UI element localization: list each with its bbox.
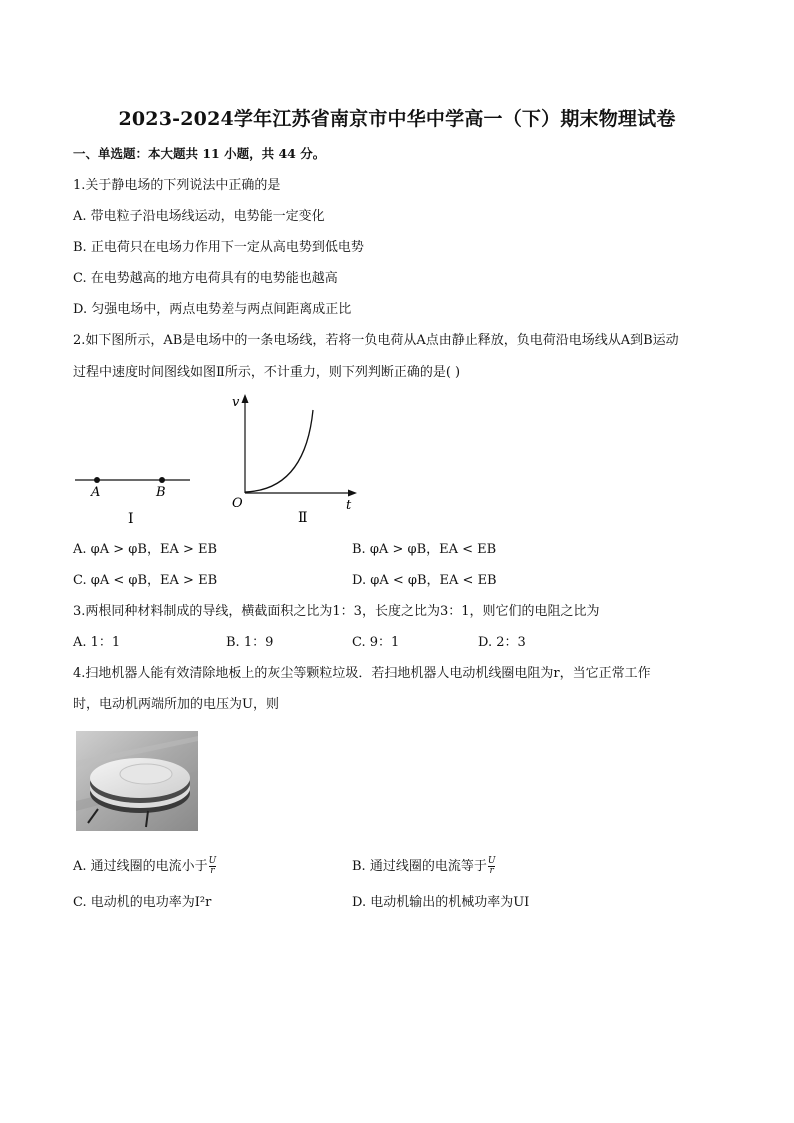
q3-option-b: B. 1：9 (226, 635, 274, 650)
fraction-u-over-r: $\frac{U}{r}$ (487, 856, 496, 876)
q3-option-d: D. 2：3 (478, 635, 526, 650)
figure-label-1: Ⅰ (128, 511, 134, 527)
q1-option-c: C. 在电势越高的地方电荷具有的电势能也越高 (73, 271, 338, 286)
q4-option-b (352, 857, 495, 876)
label-a: A (91, 485, 101, 500)
figure-electric-field-line (70, 465, 200, 530)
point-b (159, 477, 165, 483)
q4-option-d: D. 电动机输出的机械功率为UI (352, 895, 530, 910)
q4-option-c: C. 电动机的电功率为I²r (73, 895, 212, 910)
robot-vacuum-photo (76, 731, 198, 831)
q2-option-b: B. φA > φB，EA < EB (352, 542, 497, 557)
q2-option-d: D. φA < φB，EA < EB (352, 573, 497, 588)
q4-option-a (73, 857, 216, 876)
q2-option-c: C. φA < φB，EA > EB (73, 573, 218, 588)
q3-stem: 3.两根同种材料制成的导线，横截面积之比为1：3，长度之比为3：1，则它们的电阻之比为 (73, 604, 600, 619)
q2-stem-line1: 2.如下图所示，AB是电场中的一条电场线，若将一负电荷从A点由静止释放，负电荷沿电场线从A到B运动 (73, 333, 679, 348)
q1-option-a: A. 带电粒子沿电场线运动，电势能一定变化 (73, 209, 325, 224)
fraction-u-over-r: $\frac{U}{r}$ (208, 856, 217, 876)
origin-label: O (232, 496, 243, 511)
q4-option-b-text: B. 通过线圈的电流等于 (352, 859, 487, 874)
axis-v: v (232, 395, 240, 410)
figure-label-2: Ⅱ (298, 510, 308, 526)
q4-stem-line1: 4.扫地机器人能有效清除地板上的灰尘等颗粒垃圾．若扫地机器人电动机线圈电阻为r，当它正常工作 (73, 666, 651, 681)
page-title: 2023-2024学年江苏省南京市中华中学高一（下）期末物理试卷 (118, 108, 676, 130)
label-b: B (156, 485, 166, 500)
q4-option-a-text: A. 通过线圈的电流小于 (73, 859, 208, 874)
q1-stem: 1.关于静电场的下列说法中正确的是 (73, 178, 281, 193)
section-heading: 一、单选题：本大题共 11 小题，共 44 分。 (73, 146, 326, 161)
q3-option-a: A. 1：1 (73, 635, 121, 650)
q1-option-d: D. 匀强电场中，两点电势差与两点间距离成正比 (73, 302, 352, 317)
velocity-curve (245, 410, 313, 492)
q2-stem-line2: 过程中速度时间图线如图Ⅱ所示，不计重力，则下列判断正确的是( ) (73, 365, 461, 380)
q2-option-a: A. φA > φB，EA > EB (73, 542, 218, 557)
figure-velocity-time-graph (225, 392, 365, 527)
point-a (94, 477, 100, 483)
q4-stem-line2: 时，电动机两端所加的电压为U，则 (73, 697, 279, 712)
q3-option-c: C. 9：1 (352, 635, 400, 650)
axis-t: t (346, 498, 352, 513)
q1-option-b: B. 正电荷只在电场力作用下一定从高电势到低电势 (73, 240, 364, 255)
